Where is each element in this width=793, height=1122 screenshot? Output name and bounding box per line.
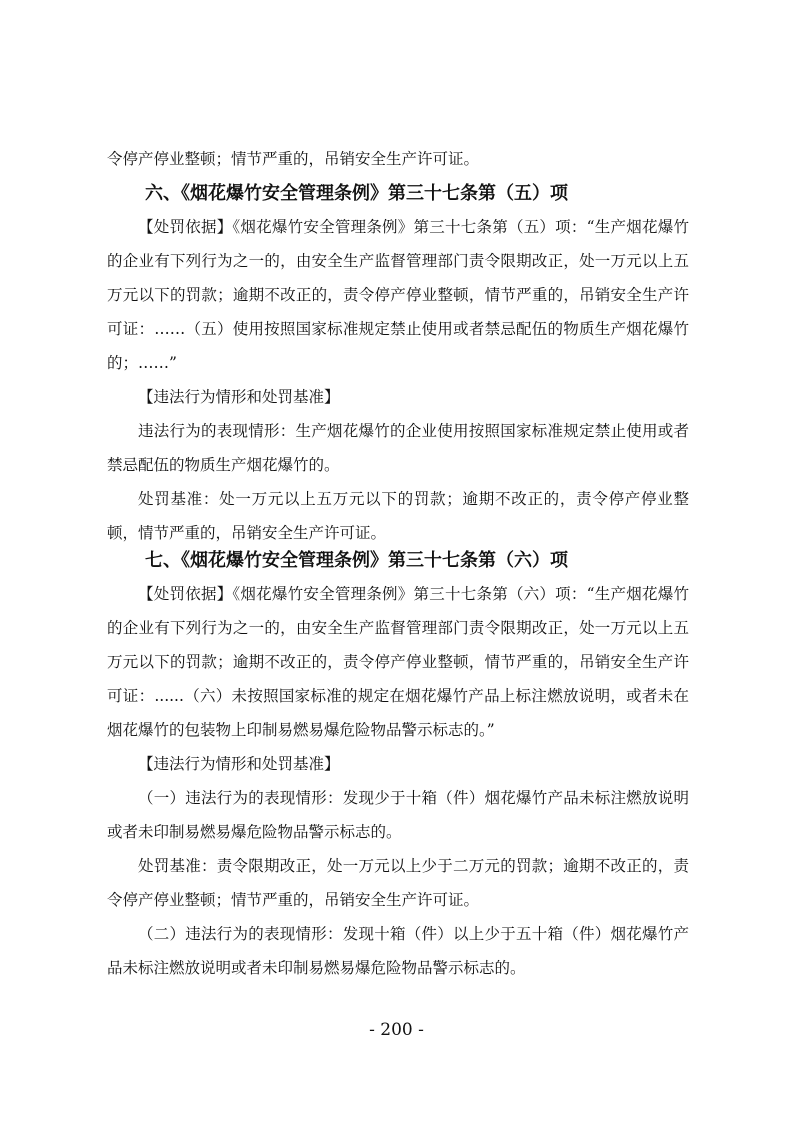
case-paragraph: （二）违法行为的表现情形：发现十箱（件）以上少于五十箱（件）烟花爆竹产品未标注燃放说明或者未印制易燃易爆危险物品警示标志的。 [107, 925, 689, 977]
case-paragraph: （一）违法行为的表现情形：发现少于十箱（件）烟花爆竹产品未标注燃放说明或者未印制易燃易爆危险物品警示标志的。 [107, 789, 689, 841]
section-six [107, 174, 689, 214]
page-number: - 200 - [369, 1020, 424, 1040]
standard-paragraph: 处罚基准：责令限期改正，处一万元以上少于二万元的罚款；逾期不改正的，责令停产停业整顿；情节严重的，吊销安全生产许可证。 [107, 857, 689, 909]
section-seven [107, 541, 689, 581]
penalty-basis-paragraph: 【处罚依据】《烟花爆竹安全管理条例》第三十七条第（六）项：“生产烟花爆竹的企业有下列行为之一的，由安全生产监督管理部门责令限期改正，处一万元以上五万元以下的罚款；逾期不改正的，责令停产停业整顿，情节严重的，吊销安全生产许可证：......（六）未按照国家标准的规定在烟花爆竹产品上标注燃放说明，或者未在烟花爆竹的包装物上印制易燃易爆危险物品警示标志的。” [107, 585, 689, 739]
section-heading: 六、《烟花爆竹安全管理条例》第三十七条第（五）项 [145, 183, 568, 204]
subheading-paragraph: 【违法行为情形和处罚基准】 [138, 755, 340, 773]
standard-paragraph: 处罚基准：处一万元以上五万元以下的罚款；逾期不改正的，责令停产停业整顿，情节严重的，吊销安全生产许可证。 [107, 490, 689, 542]
section-seven-body [107, 577, 689, 985]
penalty-basis-paragraph: 【处罚依据】《烟花爆竹安全管理条例》第三十七条第（五）项：“生产烟花爆竹的企业有下列行为之一的，由安全生产监督管理部门责令限期改正，处一万元以上五万元以下的罚款；逾期不改正的，责令停产停业整顿，情节严重的，吊销安全生产许可证：……（五）使用按照国家标准规定禁止使用或者禁忌配伍的物质生产烟花爆竹的；……” [107, 218, 689, 372]
subheading-paragraph: 【违法行为情形和处罚基准】 [138, 388, 340, 406]
section-six-body [107, 210, 689, 550]
section-heading: 七、《烟花爆竹安全管理条例》第三十七条第（六）项 [145, 550, 568, 571]
behavior-paragraph: 违法行为的表现情形：生产烟花爆竹的企业使用按照国家标准规定禁止使用或者禁忌配伍的物质生产烟花爆竹的。 [107, 422, 689, 474]
continued-paragraph [107, 142, 689, 176]
paragraph: 令停产停业整顿；情节严重的，吊销安全生产许可证。 [107, 150, 480, 168]
